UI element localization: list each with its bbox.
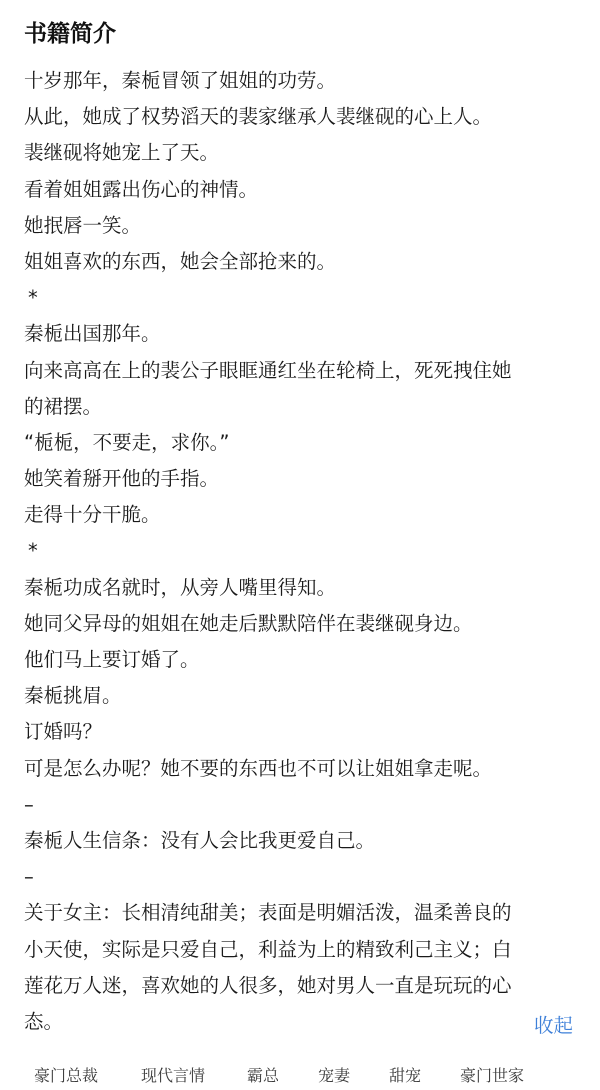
- tag-item[interactable]: 豪门总裁: [34, 1066, 99, 1085]
- intro-line: 莲花万人迷，喜欢她的人很多，她对男人一直是玩玩的心: [24, 973, 512, 997]
- intro-line: 的裙摆。: [24, 394, 103, 418]
- tag-item[interactable]: 甜宠: [389, 1066, 422, 1085]
- intro-line: 秦栀人生信条：没有人会比我更爱自己。: [24, 828, 376, 852]
- intro-line: 她抿唇一笑。: [24, 213, 142, 237]
- genre-tags: [0, 1060, 600, 1090]
- intro-separator: –: [24, 865, 34, 889]
- intro-line: 关于女主：长相清纯甜美；表面是明媚活泼，温柔善良的: [24, 901, 512, 925]
- intro-line: 姐姐喜欢的东西，她会全部抢来的。: [24, 249, 337, 273]
- intro-line: 看着姐姐露出伤心的神情。: [24, 177, 259, 201]
- intro-line: 走得十分干脆。: [24, 503, 161, 527]
- intro-separator: *: [28, 539, 38, 563]
- intro-line: 态。: [24, 1009, 64, 1033]
- tag-item[interactable]: 豪门世家: [460, 1066, 525, 1085]
- intro-line: 十岁那年，秦栀冒领了姐姐的功劳。: [24, 69, 337, 92]
- section-title: 书籍简介: [24, 21, 116, 47]
- intro-line: 他们马上要订婚了。: [24, 648, 200, 671]
- intro-line: “栀栀，不要走，求你。”: [24, 430, 230, 454]
- intro-separator: –: [24, 792, 34, 816]
- tag-item[interactable]: 霸总: [247, 1066, 280, 1085]
- intro-line: 她笑着掰开他的手指。: [24, 467, 220, 491]
- intro-line: 裴继砚将她宠上了天。: [24, 141, 220, 165]
- intro-line: 秦栀功成名就时，从旁人嘴里得知。: [24, 575, 337, 599]
- intro-line: 可是怎么办呢？她不要的东西也不可以让姐姐拿走呢。: [24, 756, 493, 780]
- tag-item[interactable]: 宠妻: [318, 1066, 351, 1085]
- intro-line: 向来高高在上的裴公子眼眶通红坐在轮椅上，死死拽住她: [24, 358, 512, 382]
- intro-line: 秦栀出国那年。: [24, 322, 161, 346]
- intro-line: 从此，她成了权势滔天的裴家继承人裴继砚的心上人。: [24, 105, 493, 129]
- intro-line: 秦栀挑眉。: [24, 684, 122, 708]
- intro-text: [24, 63, 580, 1040]
- intro-line: 订婚吗？: [24, 720, 103, 744]
- intro-line: 她同父异母的姐姐在她走后默默陪伴在裴继砚身边。: [24, 611, 473, 635]
- collapse-button[interactable]: 收起: [534, 1014, 574, 1037]
- intro-separator: *: [28, 286, 38, 310]
- intro-line: 小天使，实际是只爱自己，利益为上的精致利己主义；白: [24, 937, 512, 961]
- tag-item[interactable]: 现代言情: [141, 1066, 206, 1085]
